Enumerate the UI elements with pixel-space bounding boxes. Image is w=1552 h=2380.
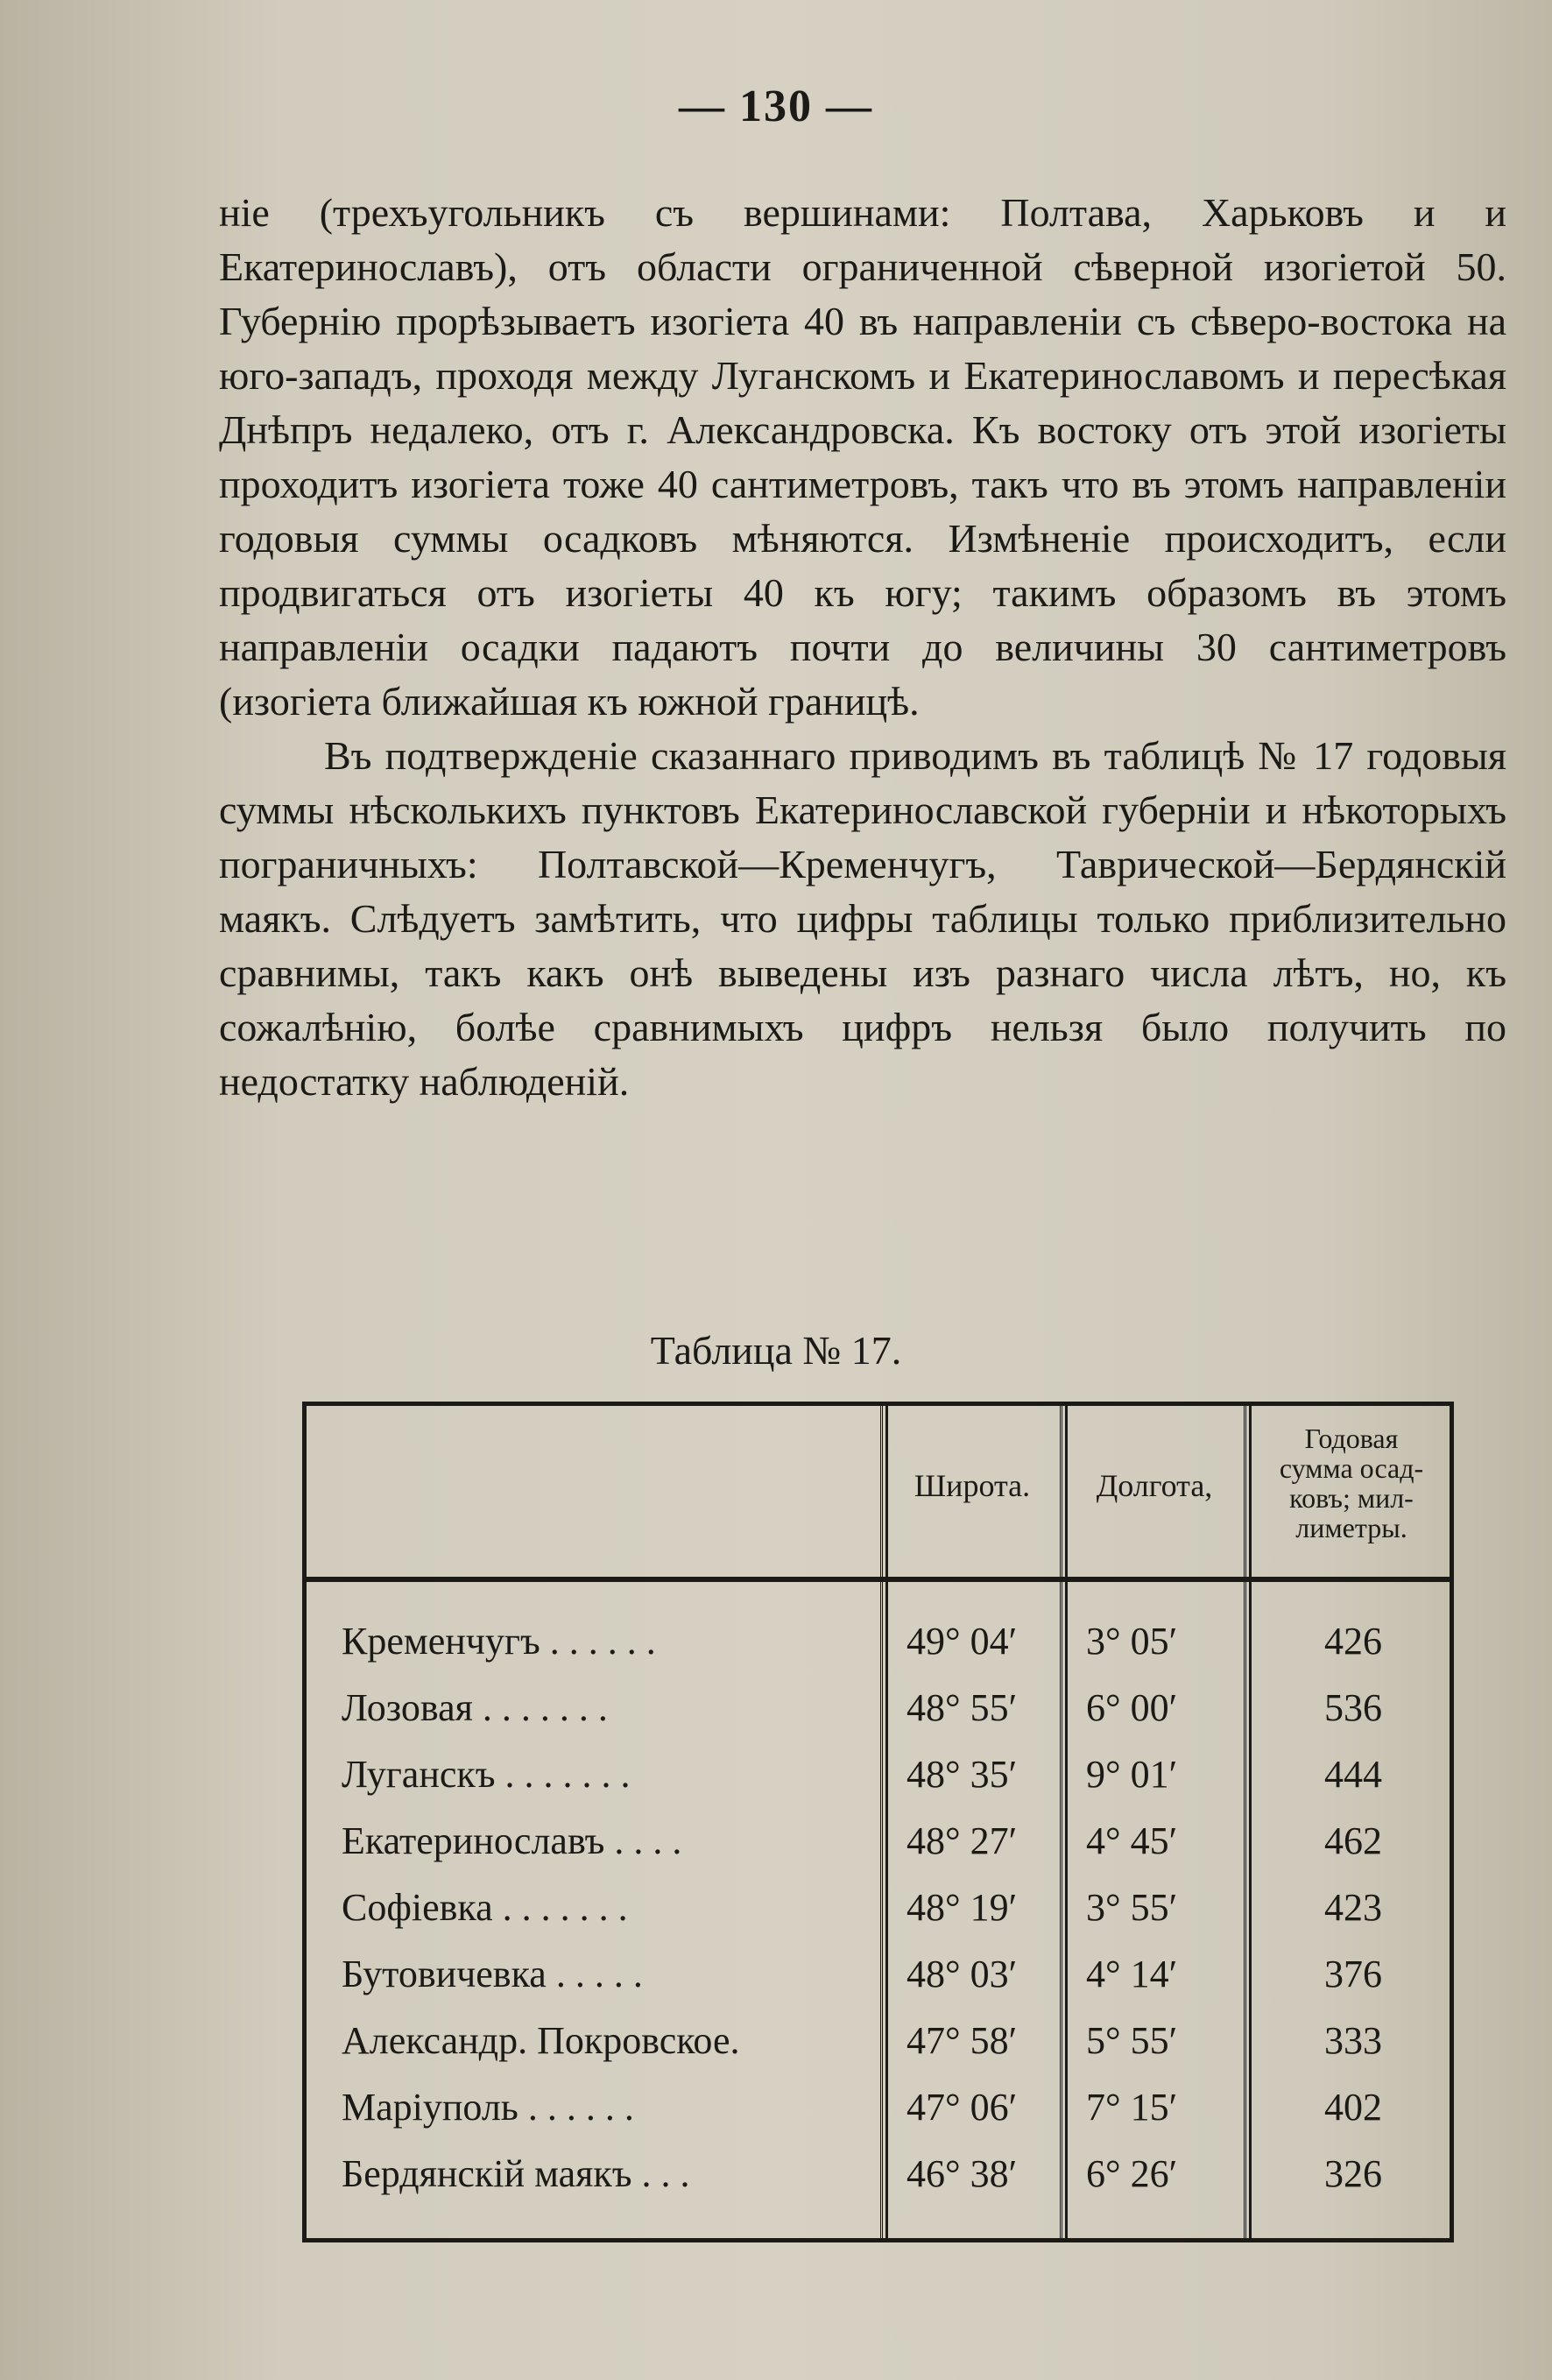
latitude-value: 48° 27′	[907, 1819, 1018, 1862]
table-title: Таблица № 17.	[650, 1328, 902, 1373]
table-row	[307, 2085, 1450, 2151]
table-row	[307, 1885, 1450, 1952]
longitude-value: 3° 55′	[1086, 1886, 1178, 1929]
longitude-value: 4° 14′	[1086, 1953, 1178, 1995]
latitude-value: 47° 58′	[907, 2019, 1018, 2062]
latitude-value: 48° 55′	[907, 1686, 1018, 1729]
precip-value: 426	[1324, 1620, 1382, 1663]
longitude-value: 7° 15′	[1086, 2086, 1178, 2129]
table-row	[307, 1819, 1450, 1885]
table-row	[307, 1752, 1450, 1819]
body-text	[219, 186, 1506, 1109]
precipitation-table	[302, 1402, 1454, 2242]
station-name: Маріуполь . . . . . .	[342, 2086, 634, 2129]
longitude-value: 5° 55′	[1086, 2019, 1178, 2062]
latitude-value: 46° 38′	[907, 2152, 1018, 2195]
precip-value: 423	[1324, 1886, 1382, 1929]
table-row	[307, 1952, 1450, 2018]
station-name: Софіевка . . . . . . .	[342, 1886, 628, 1929]
station-name: Екатеринославъ . . . .	[342, 1819, 682, 1862]
latitude-value: 47° 06′	[907, 2086, 1018, 2129]
latitude-value: 48° 03′	[907, 1953, 1018, 1995]
precip-value: 333	[1324, 2019, 1382, 2062]
station-name: Луганскъ . . . . . . .	[342, 1753, 631, 1796]
precip-value: 376	[1324, 1953, 1382, 1995]
precip-value: 536	[1324, 1686, 1382, 1729]
table-row	[307, 1619, 1450, 1685]
station-name: Александр. Покровское.	[342, 2019, 740, 2062]
table-row	[307, 2018, 1450, 2085]
table-row	[307, 2151, 1450, 2218]
table-row	[307, 1685, 1450, 1752]
station-name: Лозовая . . . . . . .	[342, 1686, 608, 1729]
latitude-value: 49° 04′	[907, 1620, 1018, 1663]
precip-value: 444	[1324, 1753, 1382, 1796]
station-name: Бутовичевка . . . . .	[342, 1953, 643, 1995]
paragraph: ніе (трехъугольникъ съ вершинами: Полтава, Харьковъ и и Екатеринославъ), отъ области ограниченной сѣверной изогіетой 50. Губернію прорѣзываетъ изогіета 40 въ направленіи съ сѣверо-востока на юго-западъ, проходя между Луганскомъ и Екатеринославомъ и пересѣкая Днѣпръ недалеко, отъ г. Александровска. Къ востоку отъ этой изогіеты проходитъ изогіета тоже 40 сантиметровъ, такъ что въ этомъ направленіи годовыя суммы осадковъ мѣняются. Измѣненіе происходитъ, если продвигаться отъ изогіеты 40 къ югу; такимъ образомъ въ этомъ направленіи осадки падаютъ почти до величины 30 сантиметровъ (изогіета ближайшая къ южной границѣ.	[219, 190, 1506, 724]
longitude-value: 3° 05′	[1086, 1620, 1178, 1663]
paragraph: Въ подтвержденіе сказаннаго приводимъ въ таблицѣ № 17 годовыя суммы нѣсколькихъ пунктовъ Екатеринославской губерніи и нѣкоторыхъ пограничныхъ: Полтавской—Кременчугъ, Таврической—Бердянскій маякъ. Слѣдуетъ замѣтить, что цифры таблицы только приблизительно сравнимы, такъ какъ онѣ выведены изъ разнаго числа лѣтъ, но, къ сожалѣнію, болѣе сравнимыхъ цифръ нельзя было получить по недостатку наблюденій.	[219, 733, 1506, 1104]
longitude-value: 9° 01′	[1086, 1753, 1178, 1796]
longitude-value: 6° 26′	[1086, 2152, 1178, 2195]
precip-value: 326	[1324, 2152, 1382, 2195]
precip-value: 402	[1324, 2086, 1382, 2129]
latitude-value: 48° 35′	[907, 1753, 1018, 1796]
station-name: Кременчугъ . . . . . .	[342, 1620, 656, 1663]
longitude-value: 4° 45′	[1086, 1819, 1178, 1862]
station-name: Бердянскій маякъ . . .	[342, 2152, 690, 2195]
header-divider	[307, 1577, 1450, 1582]
longitude-value: 6° 00′	[1086, 1686, 1178, 1729]
header-latitude: Широта.	[914, 1468, 1031, 1503]
header-precipitation: Годовая сумма осад- ковъ; мил- лиметры.	[1279, 1423, 1424, 1543]
latitude-value: 48° 19′	[907, 1886, 1018, 1929]
precip-value: 462	[1324, 1819, 1382, 1862]
header-longitude: Долгота,	[1096, 1468, 1213, 1503]
page-number: — 130 —	[679, 81, 873, 131]
